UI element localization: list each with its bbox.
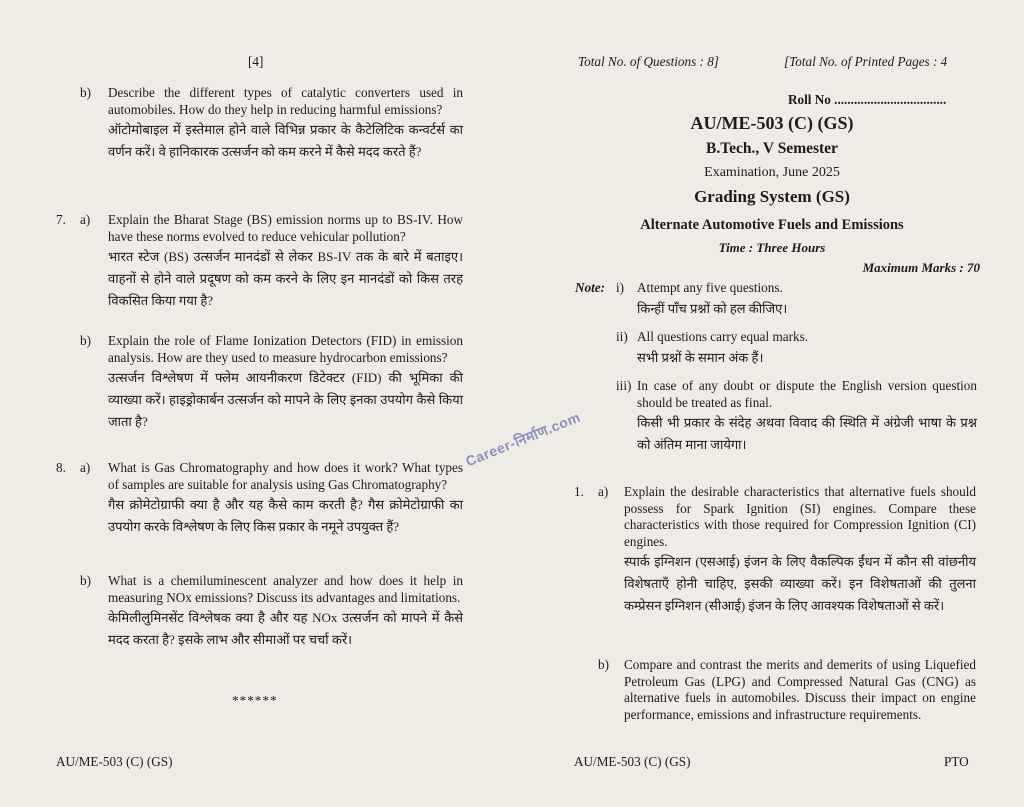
question-text-hindi: केमिलीलुमिनसेंट विश्लेषक क्या है और यह NOx उत्सर्जन को मापने में कैसे मदद करता है? इसके लाभ और सीमाओं पर चर्चा करें। [108, 610, 463, 647]
question-label: b) [598, 657, 609, 672]
question-text-english: Explain the role of Flame Ionization Detectors (FID) in emission analysis. How are they used to measure hydrocarbon emissions? [108, 333, 463, 365]
question-text-hindi: उत्सर्जन विश्लेषण में फ्लेम आयनीकरण डिटेक्टर (FID) की भूमिका की व्याख्या करें। हाइड्रोकार्बन उत्सर्जन को मापने के लिए इनका उपयोग कैसे किया जाता है? [108, 370, 463, 429]
note-number: i) [616, 280, 625, 295]
question-label: a) [80, 460, 91, 475]
question-label: b) [80, 85, 91, 100]
watermark-stamp: Career-निर्माण.com [463, 408, 583, 470]
question-text-hindi: भारत स्टेज (BS) उत्सर्जन मानदंडों से लेकर BS-IV तक के बारे में बताइए। वाहनों से होने वाले प्रदूषण को कम करने के लिए इन मानदंडों को किस तरह विकसित किया गया है? [108, 249, 463, 308]
paper-code: AU/ME-503 (C) (GS) [690, 113, 854, 133]
question-text-hindi: गैस क्रोमेटोग्राफी क्या है और यह कैसे काम करती है? गैस क्रोमेटोग्राफी का उपयोग करके विश्लेषण के लिए किस प्रकार के नमूने उपयुक्त हैं? [108, 497, 463, 534]
footer-pto: PTO [944, 754, 969, 769]
question-text-english: Describe the different types of catalytic converters used in automobiles. How do they help in reducing harmful emissions? [108, 85, 463, 117]
question-label: a) [80, 212, 91, 227]
note-text-hindi: किसी भी प्रकार के संदेह अथवा विवाद की स्थिति में अंग्रेजी भाषा के प्रश्न को अंतिम माना जायेगा। [637, 415, 977, 452]
note-text-english: In case of any doubt or dispute the English version question should be treated as final. [637, 378, 977, 410]
question-label: b) [80, 573, 91, 588]
note-label: Note: [575, 280, 606, 295]
question-text-english: Explain the Bharat Stage (BS) emission norms up to BS-IV. How have these norms evolved to reduce vehicular pollution? [108, 212, 463, 244]
total-pages: [Total No. of Printed Pages : 4 [784, 54, 948, 69]
note-text-english: Attempt any five questions. [637, 280, 783, 295]
note-text-english: All questions carry equal marks. [637, 329, 809, 344]
subject-title: Alternate Automotive Fuels and Emissions [640, 217, 904, 233]
question-text-english: What is a chemiluminescent analyzer and how does it help in measuring NOx emissions? Discuss its advantages and limitations. [108, 573, 463, 605]
maximum-marks: Maximum Marks : 70 [862, 260, 980, 275]
exam-session: Examination, June 2025 [704, 165, 840, 180]
footer-paper-code: AU/ME-503 (C) (GS) [574, 754, 691, 769]
roll-no: Roll No .................................. [788, 92, 947, 107]
question-number: 7. [56, 212, 66, 227]
question-text-hindi: स्पार्क इग्निशन (एसआई) इंजन के लिए वैकल्पिक ईंधन में कौन सी वांछनीय विशेषताएँ होनी चाहिए, इसकी व्याख्या करें। इन विशेषताओं की तुलना कम्प्रेसन इग्निशन (सीआई) इंजन के लिए आवश्यक विशेषताओं से करें। [624, 554, 976, 613]
question-number: 8. [56, 460, 66, 475]
note-number: ii) [616, 329, 628, 344]
question-text-english: Explain the desirable characteristics that alternative fuels should possess for Spark Ignition (SI) engines. Compare these characteristics with those required for Compression Ignition (CI) engines. [624, 484, 976, 549]
question-label: b) [80, 333, 91, 348]
question-text-english: Compare and contrast the merits and demerits of using Liquefied Petroleum Gas (LPG) and Compressed Natural Gas (CNG) as alternative fuels in automobiles. Discuss their impact on engine performance, emissions and infrastructure requirements. [624, 657, 976, 722]
end-mark: ****** [232, 693, 278, 708]
question-number: 1. [574, 484, 584, 499]
question-label: a) [598, 484, 609, 499]
right-page [512, 0, 1024, 807]
note-item [637, 280, 977, 320]
page-number: [4] [248, 54, 264, 69]
grading-system: Grading System (GS) [694, 187, 850, 206]
note-item [637, 378, 977, 456]
note-number: iii) [616, 378, 632, 393]
footer-paper-code: AU/ME-503 (C) (GS) [56, 754, 173, 769]
note-text-hindi: किन्हीं पाँच प्रश्नों को हल कीजिए। [637, 300, 788, 316]
course: B.Tech., V Semester [706, 140, 838, 157]
total-questions: Total No. of Questions : 8] [578, 54, 719, 69]
time-allowed: Time : Three Hours [718, 240, 826, 255]
note-text-hindi: सभी प्रश्नों के समान अंक हैं। [637, 349, 764, 365]
question-text-english: What is Gas Chromatography and how does it work? What types of samples are suitable for analysis using Gas Chromatography? [108, 460, 463, 492]
note-item [637, 329, 977, 369]
question-text-hindi: ऑटोमोबाइल में इस्तेमाल होने वाले विभिन्न प्रकार के कैटेलिटिक कन्वर्टर्स का वर्णन करें। वे हानिकारक उत्सर्जन को कम करने में कैसे मदद करते हैं? [108, 122, 463, 159]
